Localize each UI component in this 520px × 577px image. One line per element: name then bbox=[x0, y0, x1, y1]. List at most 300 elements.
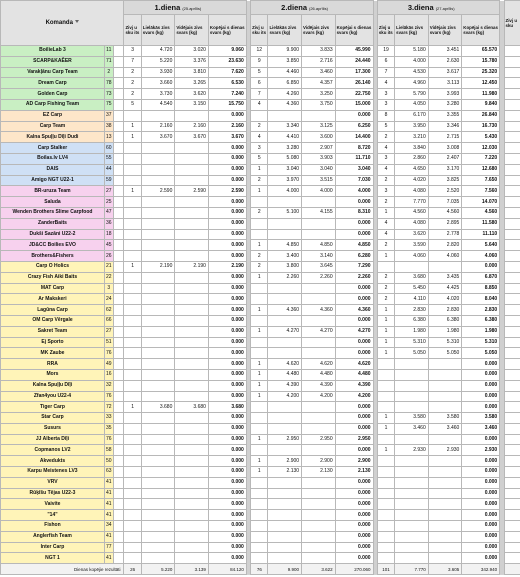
biggest-fish-cell: 7.770 bbox=[395, 197, 429, 208]
biggest-fish-cell: 4.080 bbox=[395, 186, 429, 197]
biggest-fish-cell bbox=[268, 553, 302, 564]
day4-cell bbox=[504, 56, 520, 67]
day-total-cell: 2.930 bbox=[462, 445, 500, 456]
fish-count-cell: 2 bbox=[251, 121, 268, 132]
fish-count-cell bbox=[377, 477, 394, 488]
fish-count-cell: 2 bbox=[251, 261, 268, 272]
avg-fish-cell: 3.993 bbox=[428, 89, 462, 100]
biggest-fish-cell: 1.980 bbox=[395, 326, 429, 337]
table-row[interactable] bbox=[1, 531, 520, 542]
avg-fish-cell bbox=[428, 553, 462, 564]
avg-fish-cell: 3.580 bbox=[428, 413, 462, 424]
table-row[interactable] bbox=[1, 218, 520, 229]
table-row[interactable] bbox=[1, 456, 520, 467]
fish-count-cell: 2 bbox=[124, 89, 141, 100]
fish-count-header[interactable]: Zivj u sku its bbox=[124, 15, 141, 46]
fish-count-cell bbox=[124, 337, 141, 348]
table-row[interactable] bbox=[1, 78, 520, 89]
day-total-cell: 2.590 bbox=[208, 186, 246, 197]
biggest-fish-cell bbox=[268, 110, 302, 121]
day-total-header[interactable]: Kopējai s dienas svars (kg) bbox=[208, 15, 246, 46]
team-name-cell: BoilieLab 3 bbox=[1, 46, 105, 57]
biggest-fish-header[interactable]: Lielākās zivs svars (kg) bbox=[268, 15, 302, 46]
biggest-fish-cell: 3.280 bbox=[268, 143, 302, 154]
avg-fish-cell bbox=[428, 531, 462, 542]
avg-fish-cell bbox=[302, 294, 336, 305]
day-total-cell: 8.040 bbox=[462, 294, 500, 305]
biggest-fish-cell: 4.530 bbox=[395, 67, 429, 78]
biggest-fish-cell: 4.540 bbox=[141, 99, 175, 110]
spacer-cell bbox=[113, 294, 124, 305]
day-total-cell: 4.060 bbox=[462, 251, 500, 262]
day-total-cell: 4.480 bbox=[335, 369, 373, 380]
sector-number-cell: 13 bbox=[104, 132, 113, 143]
day-total-cell: 0.000 bbox=[335, 531, 373, 542]
biggest-fish-cell bbox=[141, 521, 175, 532]
fish-count-cell: 1 bbox=[251, 186, 268, 197]
avg-fish-cell bbox=[175, 207, 209, 218]
avg-fish-cell bbox=[302, 218, 336, 229]
biggest-fish-header[interactable]: Lielākās zivs svars (kg) bbox=[141, 15, 175, 46]
biggest-fish-cell bbox=[268, 337, 302, 348]
team-column-header[interactable] bbox=[1, 1, 124, 46]
avg-fish-cell: 3.435 bbox=[428, 272, 462, 283]
biggest-fish-cell bbox=[141, 143, 175, 154]
day-total-cell: 0.000 bbox=[208, 143, 246, 154]
table-row[interactable] bbox=[1, 521, 520, 532]
sector-number-cell: 78 bbox=[104, 78, 113, 89]
avg-fish-cell bbox=[302, 229, 336, 240]
day-total-cell: 0.000 bbox=[208, 110, 246, 121]
day-total-cell: 0.000 bbox=[462, 434, 500, 445]
day-total-cell: 7.240 bbox=[208, 89, 246, 100]
biggest-fish-cell bbox=[268, 294, 302, 305]
avg-fish-cell: 4.200 bbox=[302, 391, 336, 402]
team-name-cell: SCARP&KAĒER bbox=[1, 56, 105, 67]
spacer-cell bbox=[113, 56, 124, 67]
table-row[interactable] bbox=[1, 110, 520, 121]
fish-count-cell: 2 bbox=[251, 251, 268, 262]
table-row[interactable] bbox=[1, 261, 520, 272]
team-name-cell: MK Zaube bbox=[1, 348, 105, 359]
day-total-cell: 0.000 bbox=[208, 542, 246, 553]
biggest-fish-cell: 3.460 bbox=[395, 423, 429, 434]
day-total-cell: 0.000 bbox=[462, 521, 500, 532]
biggest-fish-cell: 3.730 bbox=[141, 89, 175, 100]
biggest-fish-cell bbox=[395, 261, 429, 272]
biggest-fish-cell bbox=[395, 531, 429, 542]
fish-count-cell: 2 bbox=[377, 197, 394, 208]
table-row[interactable] bbox=[1, 164, 520, 175]
fish-count-cell: 1 bbox=[377, 315, 394, 326]
fish-count-cell: 4 bbox=[251, 132, 268, 143]
biggest-fish-cell: 5.100 bbox=[268, 207, 302, 218]
table-row[interactable] bbox=[1, 413, 520, 424]
table-row[interactable] bbox=[1, 89, 520, 100]
table-row[interactable] bbox=[1, 46, 520, 57]
spacer-cell bbox=[113, 240, 124, 251]
fish-count-cell bbox=[251, 294, 268, 305]
biggest-fish-cell bbox=[141, 110, 175, 121]
biggest-fish-cell: 4.000 bbox=[268, 186, 302, 197]
day-total-cell: 11.980 bbox=[462, 89, 500, 100]
day-total-cell: 4.200 bbox=[335, 391, 373, 402]
fish-count-cell: 2 bbox=[377, 272, 394, 283]
avg-fish-cell bbox=[175, 413, 209, 424]
day-total-cell: 0.000 bbox=[462, 531, 500, 542]
biggest-fish-cell bbox=[141, 272, 175, 283]
biggest-fish-cell: 2.860 bbox=[395, 153, 429, 164]
day-total-cell: 2.260 bbox=[335, 272, 373, 283]
day-total-cell: 9.840 bbox=[462, 99, 500, 110]
biggest-fish-header[interactable]: Lielākās zivs svars (kg) bbox=[395, 15, 429, 46]
team-name-cell: Copmanos LV2 bbox=[1, 445, 105, 456]
biggest-fish-cell bbox=[268, 531, 302, 542]
fish-count-cell bbox=[251, 553, 268, 564]
day-total-cell: 0.000 bbox=[335, 218, 373, 229]
fish-count-cell: 12 bbox=[251, 46, 268, 57]
spacer-cell bbox=[113, 337, 124, 348]
day-total-cell: 0.000 bbox=[208, 531, 246, 542]
biggest-fish-cell bbox=[141, 359, 175, 370]
table-row[interactable] bbox=[1, 477, 520, 488]
day4-cell bbox=[504, 499, 520, 510]
day-total-cell: 0.000 bbox=[208, 413, 246, 424]
fish-count-cell bbox=[124, 359, 141, 370]
biggest-fish-cell: 4.410 bbox=[268, 132, 302, 143]
fish-count-cell bbox=[251, 510, 268, 521]
day4-cell bbox=[504, 78, 520, 89]
sector-number-cell: 41 bbox=[104, 477, 113, 488]
team-name-cell: DAIS bbox=[1, 164, 105, 175]
table-row[interactable] bbox=[1, 510, 520, 521]
fish-count-cell bbox=[124, 369, 141, 380]
day-total-cell: 0.000 bbox=[208, 445, 246, 456]
biggest-fish-cell: 4.020 bbox=[395, 175, 429, 186]
table-row[interactable] bbox=[1, 402, 520, 413]
team-name-cell: Zfan4you U22-4 bbox=[1, 391, 105, 402]
table-row[interactable] bbox=[1, 240, 520, 251]
team-name-cell: Ar Makskeri bbox=[1, 294, 105, 305]
biggest-fish-cell: 3.670 bbox=[141, 132, 175, 143]
table-row[interactable] bbox=[1, 186, 520, 197]
fish-count-cell bbox=[251, 283, 268, 294]
spacer-cell bbox=[113, 488, 124, 499]
fish-count-cell: 5 bbox=[377, 121, 394, 132]
table-row[interactable] bbox=[1, 369, 520, 380]
day-total-cell: 2.830 bbox=[462, 305, 500, 316]
avg-fish-header[interactable]: Vidējais zivs svars (kg) bbox=[175, 15, 209, 46]
avg-fish-cell bbox=[428, 456, 462, 467]
biggest-fish-cell bbox=[395, 521, 429, 532]
sector-number-cell: 76 bbox=[104, 391, 113, 402]
fish-count-cell bbox=[377, 456, 394, 467]
table-row[interactable] bbox=[1, 499, 520, 510]
biggest-fish-cell: 5.790 bbox=[395, 89, 429, 100]
avg-fish-cell bbox=[428, 261, 462, 272]
spacer-cell bbox=[113, 467, 124, 478]
day4-cell bbox=[504, 186, 520, 197]
biggest-fish-cell bbox=[395, 467, 429, 478]
biggest-fish-cell bbox=[268, 521, 302, 532]
sector-number-cell: 37 bbox=[104, 110, 113, 121]
day-total-header[interactable]: Kopējai s dienas svars (kg) bbox=[462, 15, 500, 46]
avg-fish-cell: 3.020 bbox=[175, 46, 209, 57]
table-row[interactable] bbox=[1, 99, 520, 110]
biggest-fish-cell: 2.900 bbox=[268, 456, 302, 467]
table-row[interactable] bbox=[1, 132, 520, 143]
team-name-cell: Carp Team bbox=[1, 121, 105, 132]
day-total-cell: 5.430 bbox=[462, 132, 500, 143]
day-header-row bbox=[1, 1, 520, 15]
fish-count-cell: 6 bbox=[377, 56, 394, 67]
sector-number-cell: 21 bbox=[104, 261, 113, 272]
fish-count-cell bbox=[124, 229, 141, 240]
avg-fish-header[interactable]: Vidējais zivs svars (kg) bbox=[302, 15, 336, 46]
biggest-fish-cell: 5.050 bbox=[395, 348, 429, 359]
biggest-fish-cell bbox=[268, 315, 302, 326]
fish-count-cell: 2 bbox=[377, 132, 394, 143]
total-cell: 3.622 bbox=[302, 564, 336, 575]
team-name-cell: Varakļānu Carp Team bbox=[1, 67, 105, 78]
day-total-cell: 2.190 bbox=[208, 261, 246, 272]
avg-fish-cell bbox=[302, 423, 336, 434]
avg-fish-header[interactable]: Vidējais zivs svars (kg) bbox=[428, 15, 462, 46]
fish-count-cell bbox=[124, 434, 141, 445]
biggest-fish-cell bbox=[141, 456, 175, 467]
biggest-fish-cell: 2.830 bbox=[395, 305, 429, 316]
biggest-fish-cell bbox=[268, 499, 302, 510]
biggest-fish-cell: 2.190 bbox=[141, 261, 175, 272]
fish-count-cell: 4 bbox=[377, 78, 394, 89]
day-total-cell: 9.060 bbox=[208, 46, 246, 57]
table-row[interactable] bbox=[1, 553, 520, 564]
avg-fish-cell bbox=[175, 218, 209, 229]
table-row[interactable] bbox=[1, 283, 520, 294]
sector-number-cell: 41 bbox=[104, 553, 113, 564]
fish-count-cell bbox=[377, 391, 394, 402]
team-name-cell: "14" bbox=[1, 510, 105, 521]
table-row[interactable] bbox=[1, 229, 520, 240]
avg-fish-cell bbox=[175, 380, 209, 391]
fish-count-cell: 3 bbox=[124, 46, 141, 57]
avg-fish-cell: 3.125 bbox=[302, 121, 336, 132]
biggest-fish-cell bbox=[268, 445, 302, 456]
sector-number-cell: 27 bbox=[104, 326, 113, 337]
day1-header: 1.diena (25.aprīlis) bbox=[124, 1, 246, 15]
table-row[interactable] bbox=[1, 337, 520, 348]
table-row[interactable] bbox=[1, 359, 520, 370]
biggest-fish-cell bbox=[141, 391, 175, 402]
day4-cell bbox=[504, 132, 520, 143]
avg-fish-cell bbox=[302, 413, 336, 424]
spacer-cell bbox=[113, 99, 124, 110]
team-name-cell: Saluda bbox=[1, 197, 105, 208]
team-name-cell: BR-uruza Team bbox=[1, 186, 105, 197]
fish-count-header[interactable]: Zivj u sku its bbox=[377, 15, 394, 46]
sector-number-cell: 44 bbox=[104, 164, 113, 175]
biggest-fish-cell: 4.360 bbox=[268, 99, 302, 110]
biggest-fish-cell: 3.590 bbox=[395, 240, 429, 251]
avg-fish-cell: 3.170 bbox=[428, 164, 462, 175]
table-row[interactable] bbox=[1, 391, 520, 402]
table-row[interactable] bbox=[1, 542, 520, 553]
table-row[interactable] bbox=[1, 197, 520, 208]
fish-count-cell: 1 bbox=[377, 305, 394, 316]
filter-icon[interactable] bbox=[75, 20, 79, 23]
day4-cell bbox=[504, 434, 520, 445]
day4-cell bbox=[504, 423, 520, 434]
fish-count-cell bbox=[124, 488, 141, 499]
sector-number-cell: 63 bbox=[104, 467, 113, 478]
table-row[interactable] bbox=[1, 305, 520, 316]
team-column-label: Komanda bbox=[45, 19, 73, 26]
day-total-cell: 0.000 bbox=[208, 359, 246, 370]
table-row[interactable] bbox=[1, 294, 520, 305]
sector-number-cell: 50 bbox=[104, 456, 113, 467]
biggest-fish-cell: 2.950 bbox=[268, 434, 302, 445]
avg-fish-cell: 2.160 bbox=[175, 121, 209, 132]
fish-count-cell: 3 bbox=[377, 186, 394, 197]
biggest-fish-cell: 6.850 bbox=[268, 78, 302, 89]
avg-fish-cell: 2.190 bbox=[175, 261, 209, 272]
team-name-cell: MAT Carp bbox=[1, 283, 105, 294]
fish-count-cell bbox=[124, 143, 141, 154]
table-row[interactable] bbox=[1, 207, 520, 218]
fish-count-cell: 2 bbox=[251, 207, 268, 218]
day-total-cell: 0.000 bbox=[335, 413, 373, 424]
day-total-cell: 11.710 bbox=[335, 153, 373, 164]
spacer-cell bbox=[113, 477, 124, 488]
sector-number-cell: 71 bbox=[104, 56, 113, 67]
day-total-cell: 0.000 bbox=[208, 369, 246, 380]
avg-fish-cell bbox=[302, 553, 336, 564]
day-total-cell: 14.070 bbox=[462, 197, 500, 208]
biggest-fish-cell: 3.400 bbox=[268, 251, 302, 262]
fish-count-cell bbox=[124, 467, 141, 478]
fish-count-cell bbox=[124, 553, 141, 564]
fish-count-cell bbox=[377, 434, 394, 445]
team-name-cell: Susurs bbox=[1, 423, 105, 434]
avg-fish-cell bbox=[428, 380, 462, 391]
biggest-fish-cell: 3.040 bbox=[268, 164, 302, 175]
avg-fish-cell bbox=[428, 391, 462, 402]
fish-count-cell: 4 bbox=[377, 229, 394, 240]
avg-fish-cell: 4.425 bbox=[428, 283, 462, 294]
spacer-cell bbox=[113, 229, 124, 240]
table-row[interactable] bbox=[1, 488, 520, 499]
table-row[interactable] bbox=[1, 251, 520, 262]
table-row[interactable] bbox=[1, 272, 520, 283]
table-row[interactable] bbox=[1, 143, 520, 154]
fish-count-cell: 1 bbox=[251, 326, 268, 337]
fish-count-cell: 1 bbox=[251, 434, 268, 445]
team-name-cell: Tiger Carp bbox=[1, 402, 105, 413]
biggest-fish-cell: 4.260 bbox=[268, 89, 302, 100]
avg-fish-cell bbox=[302, 283, 336, 294]
team-name-cell: VRV bbox=[1, 477, 105, 488]
avg-fish-cell bbox=[302, 477, 336, 488]
table-row[interactable] bbox=[1, 467, 520, 478]
team-name-cell: Anglerfish Team bbox=[1, 531, 105, 542]
avg-fish-cell: 4.620 bbox=[302, 359, 336, 370]
table-row[interactable] bbox=[1, 153, 520, 164]
day4-cell bbox=[504, 337, 520, 348]
avg-fish-cell: 3.617 bbox=[428, 67, 462, 78]
spacer-cell bbox=[113, 110, 124, 121]
table-row[interactable] bbox=[1, 56, 520, 67]
day4-cell bbox=[504, 207, 520, 218]
day-total-cell: 0.000 bbox=[208, 477, 246, 488]
team-name-cell: Lagūna Carp bbox=[1, 305, 105, 316]
table-row[interactable] bbox=[1, 175, 520, 186]
biggest-fish-cell: 4.650 bbox=[395, 164, 429, 175]
biggest-fish-cell: 3.210 bbox=[395, 132, 429, 143]
day-total-cell: 0.000 bbox=[208, 207, 246, 218]
avg-fish-cell bbox=[175, 456, 209, 467]
day-total-cell: 0.000 bbox=[208, 521, 246, 532]
biggest-fish-cell: 3.840 bbox=[395, 143, 429, 154]
total-cell: 342.940 bbox=[462, 564, 500, 575]
spacer-cell bbox=[113, 89, 124, 100]
fish-count-header[interactable]: Zivj u sku its bbox=[251, 15, 268, 46]
avg-fish-cell: 2.715 bbox=[428, 132, 462, 143]
sector-number-cell: 76 bbox=[104, 434, 113, 445]
fish-count-cell bbox=[124, 294, 141, 305]
biggest-fish-cell: 4.560 bbox=[395, 207, 429, 218]
table-row[interactable] bbox=[1, 348, 520, 359]
spacer-cell bbox=[113, 164, 124, 175]
table-row[interactable] bbox=[1, 380, 520, 391]
day-total-cell: 0.000 bbox=[208, 467, 246, 478]
fish-count-cell bbox=[251, 445, 268, 456]
biggest-fish-cell: 4.000 bbox=[395, 56, 429, 67]
day-total-cell: 0.000 bbox=[462, 402, 500, 413]
sector-number-cell: 58 bbox=[104, 445, 113, 456]
biggest-fish-cell bbox=[141, 251, 175, 262]
sector-number-cell: 72 bbox=[104, 402, 113, 413]
team-name-cell: Ej Sporto bbox=[1, 337, 105, 348]
table-row[interactable] bbox=[1, 67, 520, 78]
avg-fish-cell: 2.907 bbox=[302, 143, 336, 154]
table-row[interactable] bbox=[1, 445, 520, 456]
day-total-header[interactable]: Kopējai s dienas svars (kg) bbox=[335, 15, 373, 46]
biggest-fish-cell bbox=[268, 423, 302, 434]
team-name-cell: JD&CC Boilies EVO bbox=[1, 240, 105, 251]
biggest-fish-cell bbox=[395, 542, 429, 553]
spacer-cell bbox=[113, 121, 124, 132]
biggest-fish-cell bbox=[268, 510, 302, 521]
table-row[interactable] bbox=[1, 315, 520, 326]
avg-fish-cell bbox=[302, 542, 336, 553]
fish-count-cell bbox=[124, 272, 141, 283]
avg-fish-cell: 2.407 bbox=[428, 153, 462, 164]
team-name-cell: Rūķīšu Tējas U22-3 bbox=[1, 488, 105, 499]
table-row[interactable] bbox=[1, 326, 520, 337]
table-row[interactable] bbox=[1, 423, 520, 434]
day-total-cell: 6.250 bbox=[335, 121, 373, 132]
fish-count-cell: 2 bbox=[124, 67, 141, 78]
avg-fish-cell bbox=[175, 283, 209, 294]
table-row[interactable] bbox=[1, 434, 520, 445]
day4-cell bbox=[504, 467, 520, 478]
table-row[interactable] bbox=[1, 121, 520, 132]
avg-fish-cell bbox=[175, 467, 209, 478]
avg-fish-cell: 5.310 bbox=[428, 337, 462, 348]
biggest-fish-cell bbox=[268, 413, 302, 424]
biggest-fish-cell bbox=[141, 294, 175, 305]
team-name-cell: Wenden Brothers Slime Carpfood bbox=[1, 207, 105, 218]
